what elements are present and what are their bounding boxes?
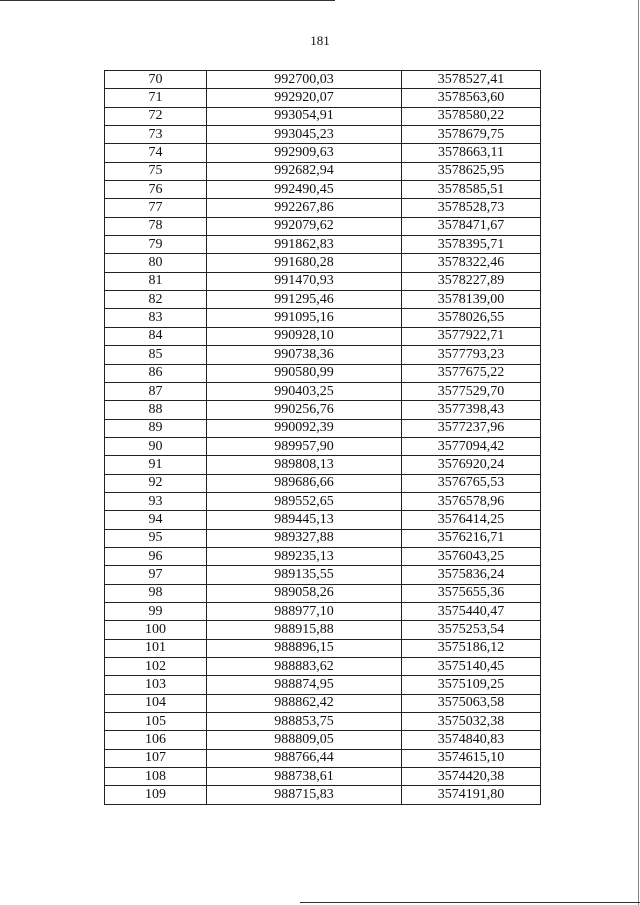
point-number-cell: 82: [105, 291, 207, 309]
y-coordinate-cell: 3577398,43: [402, 401, 541, 419]
point-number-cell: 101: [105, 639, 207, 657]
table-row: [105, 401, 541, 419]
x-coordinate-cell: 988874,95: [207, 676, 402, 694]
table-row: [105, 768, 541, 786]
point-number-cell: 77: [105, 199, 207, 217]
table-row: [105, 566, 541, 584]
table-row: [105, 602, 541, 620]
x-coordinate-cell: 988853,75: [207, 713, 402, 731]
x-coordinate-cell: 989686,66: [207, 474, 402, 492]
point-number-cell: 102: [105, 658, 207, 676]
x-coordinate-cell: 988738,61: [207, 768, 402, 786]
y-coordinate-cell: 3575032,38: [402, 713, 541, 731]
point-number-cell: 103: [105, 676, 207, 694]
table-row: [105, 749, 541, 767]
coordinates-table-body: [105, 71, 541, 805]
table-row: [105, 181, 541, 199]
table-row: [105, 456, 541, 474]
table-row: [105, 346, 541, 364]
x-coordinate-cell: 988715,83: [207, 786, 402, 804]
x-coordinate-cell: 988915,88: [207, 621, 402, 639]
point-number-cell: 99: [105, 602, 207, 620]
table-row: [105, 658, 541, 676]
y-coordinate-cell: 3578026,55: [402, 309, 541, 327]
point-number-cell: 92: [105, 474, 207, 492]
table-row: [105, 713, 541, 731]
scan-edge-right: [638, 0, 639, 905]
y-coordinate-cell: 3578227,89: [402, 272, 541, 290]
y-coordinate-cell: 3575655,36: [402, 584, 541, 602]
table-row: [105, 272, 541, 290]
point-number-cell: 72: [105, 107, 207, 125]
point-number-cell: 108: [105, 768, 207, 786]
point-number-cell: 106: [105, 731, 207, 749]
table-row: [105, 547, 541, 565]
point-number-cell: 79: [105, 236, 207, 254]
point-number-cell: 107: [105, 749, 207, 767]
table-row: [105, 291, 541, 309]
y-coordinate-cell: 3576414,25: [402, 511, 541, 529]
x-coordinate-cell: 992079,62: [207, 217, 402, 235]
y-coordinate-cell: 3575063,58: [402, 694, 541, 712]
point-number-cell: 74: [105, 144, 207, 162]
point-number-cell: 81: [105, 272, 207, 290]
x-coordinate-cell: 990403,25: [207, 382, 402, 400]
table-row: [105, 254, 541, 272]
table-row: [105, 162, 541, 180]
table-row: [105, 217, 541, 235]
y-coordinate-cell: 3575253,54: [402, 621, 541, 639]
x-coordinate-cell: 990738,36: [207, 346, 402, 364]
x-coordinate-cell: 991295,46: [207, 291, 402, 309]
table-row: [105, 126, 541, 144]
table-row: [105, 694, 541, 712]
y-coordinate-cell: 3577529,70: [402, 382, 541, 400]
point-number-cell: 76: [105, 181, 207, 199]
x-coordinate-cell: 988862,42: [207, 694, 402, 712]
x-coordinate-cell: 992490,45: [207, 181, 402, 199]
x-coordinate-cell: 991680,28: [207, 254, 402, 272]
table-row: [105, 511, 541, 529]
point-number-cell: 89: [105, 419, 207, 437]
y-coordinate-cell: 3577094,42: [402, 437, 541, 455]
point-number-cell: 97: [105, 566, 207, 584]
y-coordinate-cell: 3576920,24: [402, 456, 541, 474]
table-row: [105, 437, 541, 455]
x-coordinate-cell: 992920,07: [207, 89, 402, 107]
y-coordinate-cell: 3578395,71: [402, 236, 541, 254]
point-number-cell: 109: [105, 786, 207, 804]
y-coordinate-cell: 3574420,38: [402, 768, 541, 786]
point-number-cell: 93: [105, 492, 207, 510]
y-coordinate-cell: 3574191,80: [402, 786, 541, 804]
y-coordinate-cell: 3577675,22: [402, 364, 541, 382]
table-row: [105, 786, 541, 804]
point-number-cell: 84: [105, 327, 207, 345]
table-row: [105, 382, 541, 400]
table-row: [105, 419, 541, 437]
table-row: [105, 199, 541, 217]
point-number-cell: 98: [105, 584, 207, 602]
table-row: [105, 731, 541, 749]
x-coordinate-cell: 992700,03: [207, 71, 402, 89]
x-coordinate-cell: 988977,10: [207, 602, 402, 620]
x-coordinate-cell: 989327,88: [207, 529, 402, 547]
x-coordinate-cell: 992267,86: [207, 199, 402, 217]
y-coordinate-cell: 3576216,71: [402, 529, 541, 547]
point-number-cell: 70: [105, 71, 207, 89]
point-number-cell: 78: [105, 217, 207, 235]
y-coordinate-cell: 3578679,75: [402, 126, 541, 144]
point-number-cell: 95: [105, 529, 207, 547]
table-row: [105, 529, 541, 547]
table-row: [105, 364, 541, 382]
y-coordinate-cell: 3578580,22: [402, 107, 541, 125]
table-row: [105, 71, 541, 89]
table-row: [105, 621, 541, 639]
x-coordinate-cell: 989058,26: [207, 584, 402, 602]
x-coordinate-cell: 991862,83: [207, 236, 402, 254]
y-coordinate-cell: 3578585,51: [402, 181, 541, 199]
x-coordinate-cell: 988809,05: [207, 731, 402, 749]
y-coordinate-cell: 3574840,83: [402, 731, 541, 749]
point-number-cell: 100: [105, 621, 207, 639]
y-coordinate-cell: 3575836,24: [402, 566, 541, 584]
x-coordinate-cell: 992909,63: [207, 144, 402, 162]
table-row: [105, 492, 541, 510]
x-coordinate-cell: 992682,94: [207, 162, 402, 180]
point-number-cell: 104: [105, 694, 207, 712]
table-row: [105, 107, 541, 125]
x-coordinate-cell: 993054,91: [207, 107, 402, 125]
x-coordinate-cell: 990092,39: [207, 419, 402, 437]
table-row: [105, 474, 541, 492]
y-coordinate-cell: 3578527,41: [402, 71, 541, 89]
y-coordinate-cell: 3577237,96: [402, 419, 541, 437]
y-coordinate-cell: 3578528,73: [402, 199, 541, 217]
y-coordinate-cell: 3578563,60: [402, 89, 541, 107]
y-coordinate-cell: 3575140,45: [402, 658, 541, 676]
y-coordinate-cell: 3575109,25: [402, 676, 541, 694]
y-coordinate-cell: 3578625,95: [402, 162, 541, 180]
y-coordinate-cell: 3577922,71: [402, 327, 541, 345]
point-number-cell: 75: [105, 162, 207, 180]
y-coordinate-cell: 3577793,23: [402, 346, 541, 364]
y-coordinate-cell: 3576043,25: [402, 547, 541, 565]
y-coordinate-cell: 3575186,12: [402, 639, 541, 657]
point-number-cell: 73: [105, 126, 207, 144]
point-number-cell: 94: [105, 511, 207, 529]
point-number-cell: 88: [105, 401, 207, 419]
point-number-cell: 86: [105, 364, 207, 382]
point-number-cell: 85: [105, 346, 207, 364]
x-coordinate-cell: 989445,13: [207, 511, 402, 529]
x-coordinate-cell: 989235,13: [207, 547, 402, 565]
scan-edge-top: [0, 0, 335, 1]
table-row: [105, 676, 541, 694]
y-coordinate-cell: 3574615,10: [402, 749, 541, 767]
point-number-cell: 105: [105, 713, 207, 731]
y-coordinate-cell: 3575440,47: [402, 602, 541, 620]
y-coordinate-cell: 3578663,11: [402, 144, 541, 162]
y-coordinate-cell: 3578471,67: [402, 217, 541, 235]
x-coordinate-cell: 990256,76: [207, 401, 402, 419]
point-number-cell: 87: [105, 382, 207, 400]
point-number-cell: 80: [105, 254, 207, 272]
scan-edge-bottom: [300, 902, 640, 903]
x-coordinate-cell: 988883,62: [207, 658, 402, 676]
table-row: [105, 236, 541, 254]
x-coordinate-cell: 989552,65: [207, 492, 402, 510]
x-coordinate-cell: 991470,93: [207, 272, 402, 290]
table-row: [105, 89, 541, 107]
y-coordinate-cell: 3576765,53: [402, 474, 541, 492]
y-coordinate-cell: 3578322,46: [402, 254, 541, 272]
point-number-cell: 71: [105, 89, 207, 107]
y-coordinate-cell: 3578139,00: [402, 291, 541, 309]
table-row: [105, 309, 541, 327]
point-number-cell: 90: [105, 437, 207, 455]
table-row: [105, 639, 541, 657]
table-row: [105, 327, 541, 345]
x-coordinate-cell: 993045,23: [207, 126, 402, 144]
x-coordinate-cell: 990580,99: [207, 364, 402, 382]
x-coordinate-cell: 990928,10: [207, 327, 402, 345]
x-coordinate-cell: 991095,16: [207, 309, 402, 327]
x-coordinate-cell: 989808,13: [207, 456, 402, 474]
y-coordinate-cell: 3576578,96: [402, 492, 541, 510]
x-coordinate-cell: 989957,90: [207, 437, 402, 455]
table-row: [105, 584, 541, 602]
x-coordinate-cell: 988896,15: [207, 639, 402, 657]
coordinates-table: [104, 70, 541, 805]
x-coordinate-cell: 988766,44: [207, 749, 402, 767]
point-number-cell: 96: [105, 547, 207, 565]
point-number-cell: 91: [105, 456, 207, 474]
point-number-cell: 83: [105, 309, 207, 327]
x-coordinate-cell: 989135,55: [207, 566, 402, 584]
table-row: [105, 144, 541, 162]
page-number: 181: [310, 33, 330, 48]
